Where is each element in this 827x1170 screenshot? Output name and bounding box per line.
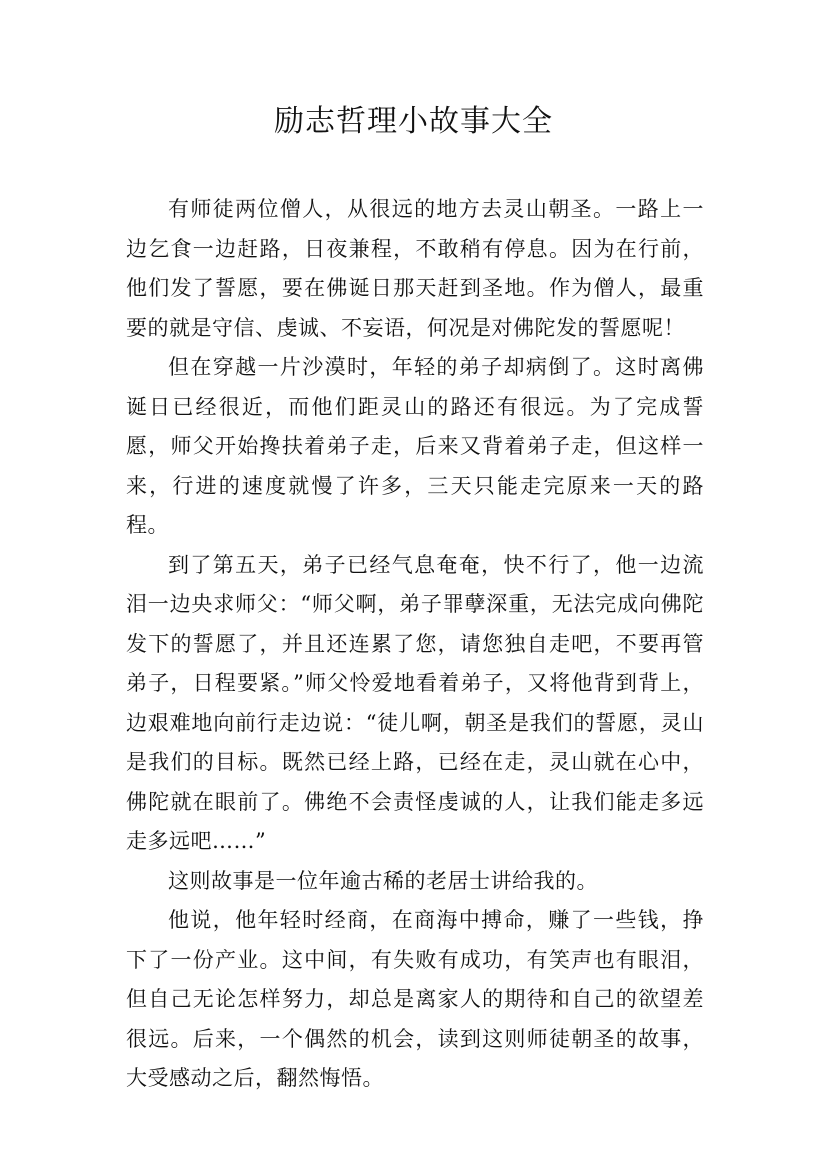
paragraph-2: 但在穿越一片沙漠时，年轻的弟子却病倒了。这时离佛诞日已经很近，而他们距灵山的路还有很远。为了完成誓愿，师父开始搀扶着弟子走，后来又背着弟子走，但这样一来，行进的速度就慢了许多，三天只能走完原来一天的路程。 xyxy=(126,355,704,537)
document-title: 励志哲理小故事大全 xyxy=(274,104,553,139)
document-body xyxy=(126,190,704,1099)
paragraph-4: 这则故事是一位年逾古稀的老居士讲给我的。 xyxy=(168,868,598,893)
paragraph-1: 有师徒两位僧人，从很远的地方去灵山朝圣。一路上一边乞食一边赶路，日夜兼程，不敢稍有停息。因为在行前，他们发了誓愿，要在佛诞日那天赶到圣地。作为僧人，最重要的就是守信、虔诚、不妄语，何况是对佛陀发的誓愿呢！ xyxy=(126,197,704,340)
paragraph-3: 到了第五天，弟子已经气息奄奄，快不行了，他一边流泪一边央求师父：“师父啊，弟子罪孽深重，无法完成向佛陀发下的誓愿了，并且还连累了您，请您独自走吧，不要再管弟子，日程要紧。”师父怜爱地看着弟子，又将他背到背上，边艰难地向前行走边说：“徒儿啊，朝圣是我们的誓愿，灵山是我们的目标。既然已经上路，已经在走，灵山就在心中，佛陀就在眼前了。佛绝不会责怪虔诚的人，让我们能走多远走多远吧……” xyxy=(126,552,704,853)
paragraph-5: 他说，他年轻时经商，在商海中搏命，赚了一些钱，挣下了一份产业。这中间，有失败有成功，有笑声也有眼泪，但自己无论怎样努力，却总是离家人的期待和自己的欲望差很远。后来，一个偶然的机会，读到这则师徒朝圣的故事，大受感动之后，翻然悔悟。 xyxy=(126,908,704,1090)
